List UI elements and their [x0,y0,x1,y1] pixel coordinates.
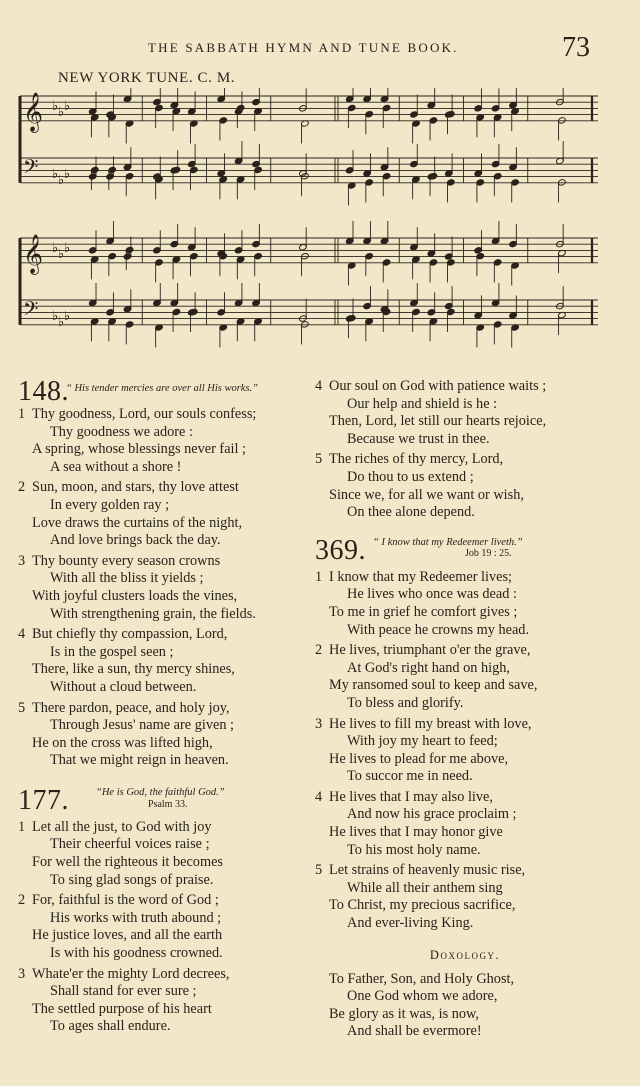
verse-line: Love draws the curtains of the night, [32,514,243,531]
verse-line: For, faithful is the word of God ; [32,892,219,909]
verse-line: With peace he crowns my head. [347,621,530,638]
verse-number: 5 [18,699,26,716]
verse-line: Thy goodness we adore : [50,423,193,440]
verse-line: Sun, moon, and stars, thy love attest [32,479,239,496]
verse-line: He lives to plead for me above, [329,750,509,767]
hymn-motto: “ I know that my Redeemer liveth.” [373,536,523,548]
verse-number: 2 [18,892,26,909]
flat-icon: ♭ [58,315,65,330]
verse-line: Without a cloud between. [50,678,197,695]
verse-line: Let all the just, to God with joy [32,818,212,835]
hymn-scripture-reference: Job 19 : 25. [465,547,512,559]
stanza [315,716,615,786]
verse-line: To me in grief he comfort gives ; [329,603,518,620]
verse-line: Is with his goodness crowned. [50,945,223,962]
doxology-line: To Father, Son, and Holy Ghost, [329,970,515,987]
verse-line: Their cheerful voices raise ; [50,836,210,853]
music-score [0,88,640,368]
music-score-svg [0,88,640,368]
left-column [18,378,298,1039]
verse-line: He lives who once was dead : [347,586,517,603]
verse-number: 2 [18,479,26,496]
verse-line: To his most holy name. [347,841,481,858]
hymn-heading [18,784,298,819]
verse-line: To succor me in need. [347,768,473,785]
verse-line: Shall stand for ever sure ; [50,983,197,1000]
stanza [18,700,298,770]
stanza [18,819,298,889]
stanza [18,553,298,623]
verse-line: And ever-living King. [347,915,474,932]
stanza [18,892,298,962]
verse-number: 3 [315,715,323,732]
stanza [18,479,298,549]
verse-line: A sea without a shore ! [50,458,182,475]
verse-line: With joyful clusters loads the vines, [32,587,238,604]
doxology-stanza [315,971,615,1041]
verse-line: Our soul on God with patience waits ; [329,378,547,394]
flat-icon: ♭ [58,247,65,262]
verse-line: With all the bliss it yields ; [50,570,204,587]
verse-line: He on the cross was lifted high, [32,734,213,751]
hymn-heading [315,534,615,569]
verse-line: To bless and glorify. [347,694,464,711]
verse-line: Do thou to us extend ; [347,468,474,485]
verse-number: 1 [18,818,26,835]
stanza [315,569,615,639]
verse-line: Our help and shield is he : [347,395,498,412]
flat-icon: ♭ [64,99,71,114]
verse-number: 3 [18,965,26,982]
verse-line: Through Jesus' name are given ; [50,717,235,734]
stanza [18,626,298,696]
verse-number: 3 [18,552,26,569]
stanza [315,862,615,932]
stanza [315,378,615,448]
stanza [18,406,298,476]
treble-clef-icon: 𝄞 [23,234,44,274]
doxology-line: And shall be evermore! [347,1023,482,1040]
stanza [315,451,615,521]
stanza [315,642,615,712]
verse-line: With joy my heart to feed; [347,733,498,750]
verse-line: I know that my Redeemer lives; [329,568,513,585]
verse-line: There, like a sun, thy mercy shines, [32,661,235,678]
verse-number: 1 [18,406,26,422]
verse-line: His works with truth abound ; [50,909,222,926]
verse-line: While all their anthem sing [347,879,503,896]
verse-line: For well the righteous it becomes [32,854,223,871]
flat-icon: ♭ [58,105,65,120]
verse-line: Let strains of heavenly music rise, [329,862,526,879]
verse-line: Is in the gospel seen ; [50,643,174,660]
flat-icon: ♭ [52,241,59,256]
verse-number: 4 [315,788,323,805]
verse-line: In every golden ray ; [50,496,170,513]
hymn-motto: “He is God, the faithful God.” [96,786,225,798]
verse-line: The riches of thy mercy, Lord, [329,451,504,468]
hymn-motto: “ His tender mercies are over all His works.” [66,383,258,394]
verse-line: To sing glad songs of praise. [50,871,214,888]
page-header [0,32,640,68]
verse-line: And now his grace proclaim ; [347,806,517,823]
doxology-title: Doxology. [429,947,501,962]
flat-icon: ♭ [52,99,59,114]
flat-icon: ♭ [58,173,65,188]
page-number: 73 [562,32,590,63]
verse-line: That we might reign in heaven. [50,752,229,769]
verse-line: A spring, whose blessings never fail ; [32,441,247,458]
verse-line: Thy bounty every season crowns [32,552,221,569]
hymn-number: 148. [18,376,69,407]
verse-line: Because we trust in thee. [347,430,490,447]
verse-number: 2 [315,642,323,659]
verse-line: He lives, triumphant o'er the grave, [329,642,531,659]
tune-title: NEW YORK TUNE. C. M. [58,70,236,86]
bass-clef-icon: 𝄢 [23,155,39,183]
verse-line: With strengthening grain, the fields. [50,605,256,622]
hymn-scripture-reference: Psalm 33. [148,798,188,810]
verse-line: But chiefly thy compassion, Lord, [32,626,228,643]
verse-line: The settled purpose of his heart [32,1000,212,1017]
flat-icon: ♭ [52,167,59,182]
verse-line: Thy goodness, Lord, our souls confess; [32,406,257,422]
doxology-line: Be glory as it was, is now, [329,1005,479,1022]
verse-line: He lives that I may honor give [329,824,503,841]
flat-icon: ♭ [64,309,71,324]
verse-line: And love brings back the day. [50,532,221,549]
verse-line: At God's right hand on high, [347,659,511,676]
hymn-number: 177. [18,784,69,816]
stanza [315,789,615,859]
verse-number: 5 [315,862,323,879]
verse-line: To ages shall endure. [50,1018,171,1035]
verse-line: Since we, for all we want or wish, [329,486,524,503]
doxology-line: One God whom we adore, [347,988,498,1005]
verse-line: On thee alone depend. [347,504,475,521]
verse-line: He justice loves, and all the earth [32,927,223,944]
flat-icon: ♭ [64,241,71,256]
running-title: THE SABBATH HYMN AND TUNE BOOK. [148,40,459,55]
right-column [315,378,615,1044]
treble-clef-icon: 𝄞 [23,92,44,132]
flat-icon: ♭ [52,309,59,324]
hymn-heading [18,378,298,406]
verse-line: He lives that I may also live, [329,788,493,805]
verse-line: Then, Lord, let still our hearts rejoice, [329,413,547,430]
verse-line: To Christ, my precious sacrifice, [329,897,516,914]
verse-line: My ransomed soul to keep and save, [329,677,538,694]
flat-icon: ♭ [64,167,71,182]
verse-line: He lives to fill my breast with love, [329,715,532,732]
verse-number: 5 [315,451,323,468]
hymn-number: 369. [315,534,366,566]
verse-line: Whate'er the mighty Lord decrees, [32,965,230,982]
verse-line: There pardon, peace, and holy joy, [32,699,230,716]
verse-number: 1 [315,568,323,585]
verse-number: 4 [315,378,323,394]
stanza [18,966,298,1036]
verse-number: 4 [18,626,26,643]
bass-clef-icon: 𝄢 [23,297,39,325]
